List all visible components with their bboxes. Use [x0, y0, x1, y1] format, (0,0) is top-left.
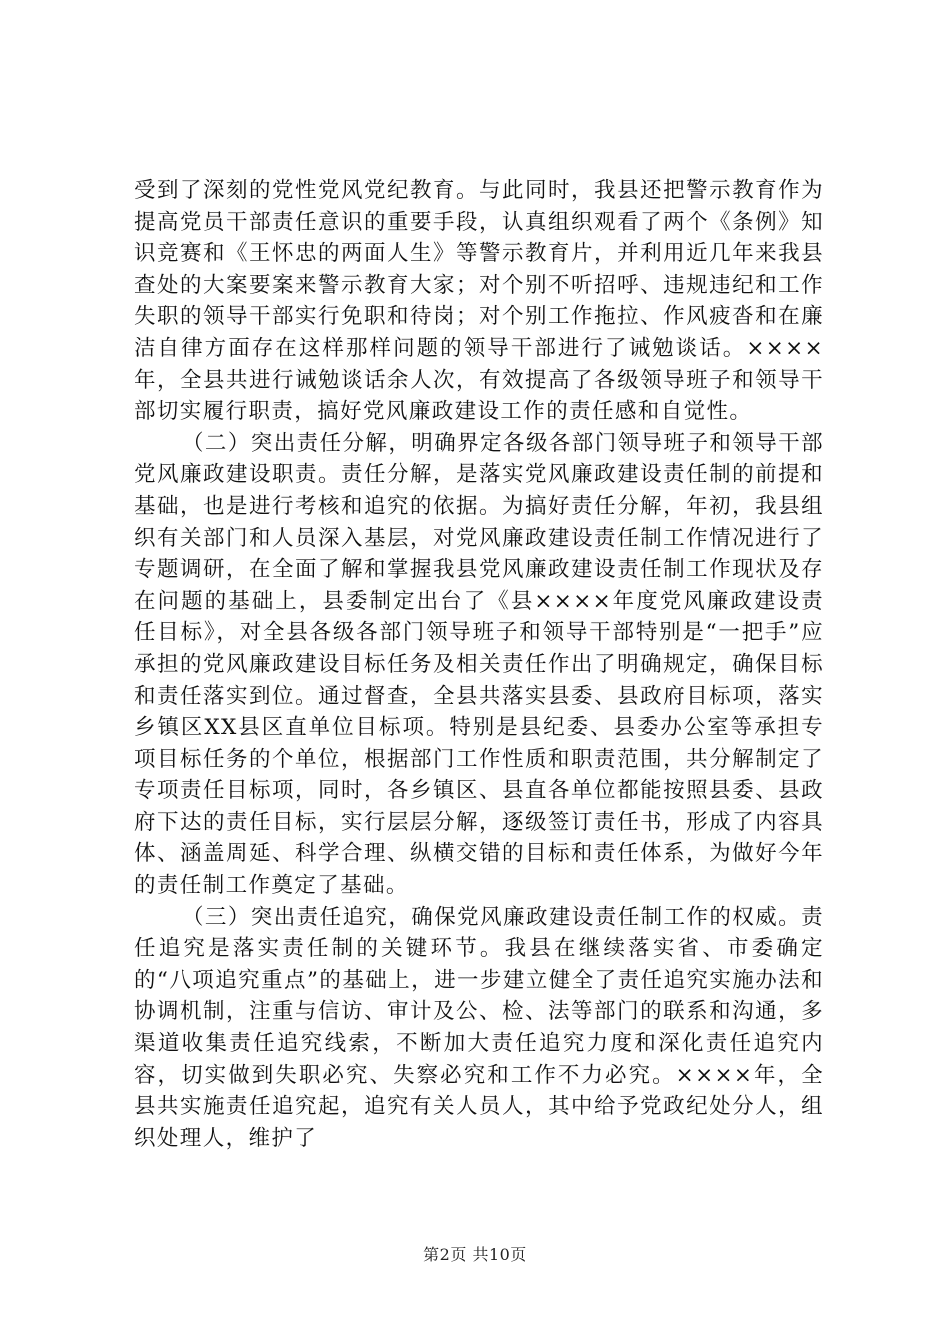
paragraph-3: （三）突出责任追究，确保党风廉政建设责任制工作的权威。责任追究是落实责任制的关键环节。我县在继续落实省、市委确定的“八项追究重点”的基础上，进一步建立健全了责任追究实施办法和协调机制，注重与信访、审计及公、检、法等部门的联系和沟通，多渠道收集责任追究线索，不断加大责任追究力度和深化责任追究内容，切实做到失职必究、失察必究和工作不力必究。××××年，全县共实施责任追究起，追究有关人员人，其中给予党政纪处分人，组织处理人，维护了	[134, 904, 824, 1151]
document-body	[134, 175, 824, 1154]
page-footer: 第2页 共10页	[423, 1245, 527, 1264]
paragraph-2: （二）突出责任分解，明确界定各级各部门领导班子和领导干部党风廉政建设职责。责任分解，是落实党风廉政建设责任制的前提和基础，也是进行考核和追究的依据。为搞好责任分解，年初，我县组织有关部门和人员深入基层，对党风廉政建设责任制工作情况进行了专题调研，在全面了解和掌握我县党风廉政建设责任制工作现状及存在问题的基础上，县委制定出台了《县××××年度党风廉政建设责任目标》，对全县各级各部门领导班子和领导干部特别是“一把手”应承担的党风廉政建设目标任务及相关责任作出了明确规定，确保目标和责任落实到位。通过督查，全县共落实县委、县政府目标项，落实乡镇区XX县区直单位目标项。特别是县纪委、县委办公室等承担专项目标任务的个单位，根据部门工作性质和职责范围，共分解制定了专项责任目标项，同时，各乡镇区、县直各单位都能按照县委、县政府下达的责任目标，实行层层分解，逐级签订责任书，形成了内容具体、涵盖周延、科学合理、纵横交错的目标和责任体系，为做好今年的责任制工作奠定了基础。	[134, 430, 824, 899]
paragraph-1: 受到了深刻的党性党风党纪教育。与此同时，我县还把警示教育作为提高党员干部责任意识的重要手段，认真组织观看了两个《条例》知识竞赛和《王怀忠的两面人生》等警示教育片，并利用近几年来我县查处的大案要案来警示教育大家；对个别不听招呼、违规违纪和工作失职的领导干部实行免职和待岗；对个别工作拖拉、作风疲沓和在廉洁自律方面存在这样那样问题的领导干部进行了诫勉谈话。××××年，全县共进行诫勉谈话余人次，有效提高了各级领导班子和领导干部切实履行职责，搞好党风廉政建设工作的责任感和自觉性。	[134, 178, 824, 425]
